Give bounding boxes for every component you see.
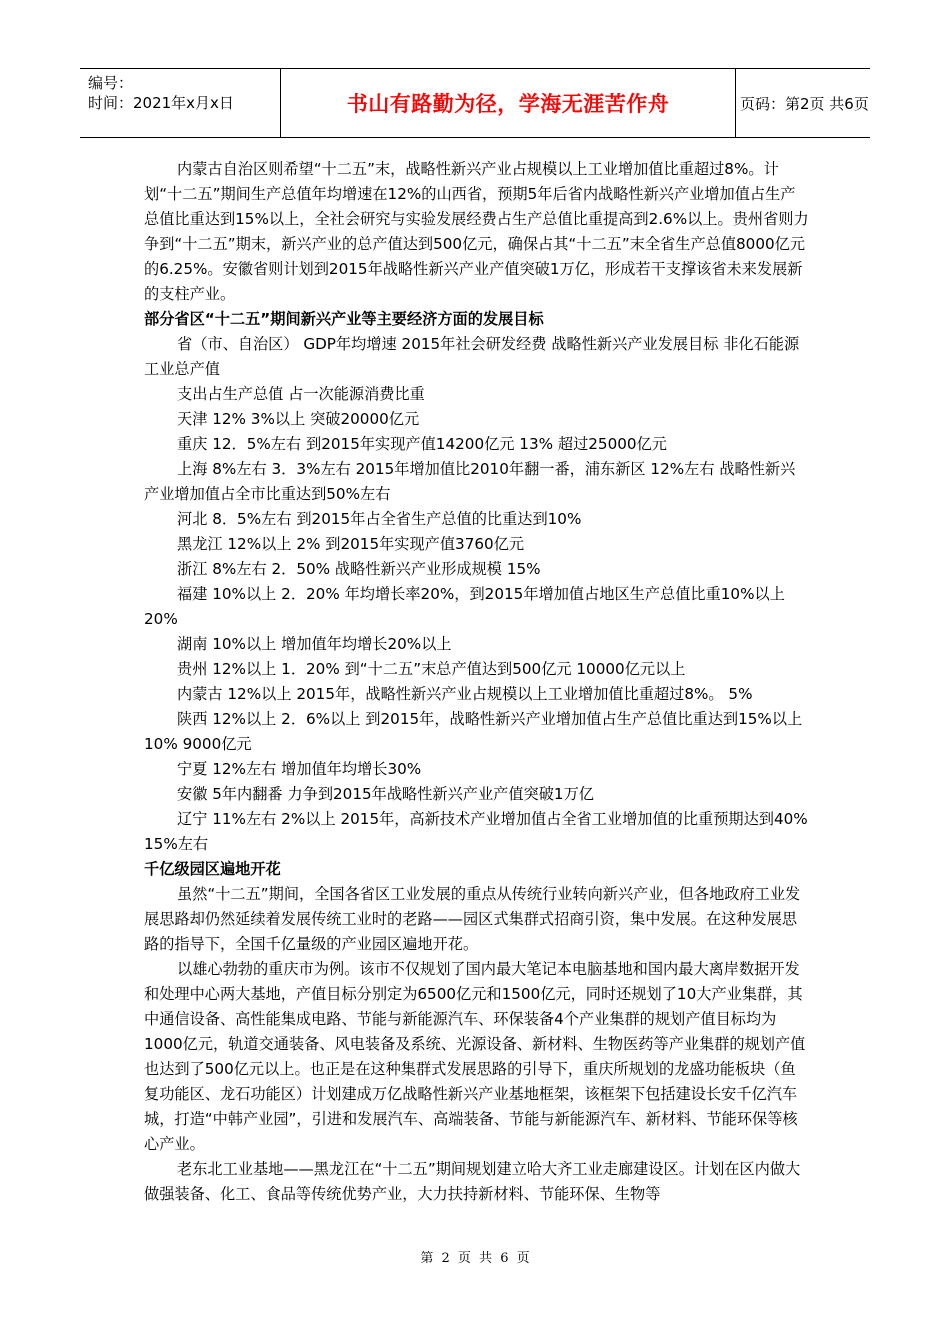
- table-row: 陕西 12%以上 2．6%以上 到2015年，战略性新兴产业增加值占生产总值比重达到15%以上 10% 9000亿元: [144, 710, 803, 753]
- page-footer: 第 2 页 共 6 页: [420, 1251, 530, 1266]
- table-header-row: 省（市、自治区） GDP年均增速 2015年社会研发经费 战略性新兴产业发展目标 非化石能源 工业总产值: [144, 335, 800, 378]
- table-row: 天津 12% 3%以上 突破20000亿元: [177, 410, 420, 428]
- table-row: 河北 8．5%左右 到2015年占全省生产总值的比重达到10%: [177, 510, 582, 528]
- document-body: [144, 157, 810, 1207]
- section-heading: 千亿级园区遍地开花: [144, 860, 281, 878]
- header-motto-cell: [280, 69, 736, 137]
- header-right-cell: [736, 69, 874, 137]
- header-page-code: 页码：第2页 共6页: [740, 94, 869, 113]
- document-date-label: 时间：2021年x月x日: [88, 94, 234, 112]
- table-row: 黑龙江 12%以上 2% 到2015年实现产值3760亿元: [177, 535, 525, 553]
- table-row: 内蒙古 12%以上 2015年，战略性新兴产业占规模以上工业增加值比重超过8%。 5%: [177, 685, 753, 703]
- table-row: 湖南 10%以上 增加值年均增长20%以上: [177, 635, 452, 653]
- table-row: 辽宁 11%左右 2%以上 2015年，高新技术产业增加值占全省工业增加值的比重预期达到40% 15%左右: [144, 810, 808, 853]
- header-left-cell: [80, 69, 280, 137]
- body-paragraph: 以雄心勃勃的重庆市为例。该市不仅规划了国内最大笔记本电脑基地和国内最大离岸数据开发和处理中心两大基地，产值目标分别定为6500亿元和1500亿元，同时还规划了10大产业集群，其中通信设备、高性能集成电路、节能与新能源汽车、环保装备4个产业集群的规划产值目标均为1000亿元，轨道交通装备、风电装备及系统、光源设备、新材料、生物医药等产业集群的规划产值也达到了500亿元以上。也正是在这种集群式发展思路的引导下，重庆所规划的龙盛功能板块（鱼复功能区、龙石功能区）计划建成万亿战略性新兴产业基地框架，该框架下包括建设长安千亿汽车城，打造“中韩产业园”，引进和发展汽车、高端装备、节能与新能源汽车、新材料、节能环保等核心产业。: [144, 960, 806, 1153]
- table-row: 上海 8%左右 3．3%左右 2015年增加值比2010年翻一番，浦东新区 12%左右 战略性新兴产业增加值占全市比重达到50%左右: [144, 460, 796, 503]
- body-paragraph: 内蒙古自治区则希望“十二五”末，战略性新兴产业占规模以上工业增加值比重超过8%。计划“十二五”期间生产总值年均增速在12%的山西省，预期5年后省内战略性新兴产业增加值占生产总值比重达到15%以上，全社会研究与实验发展经费占生产总值比重提高到2.6%以上。贵州省则力争到“十二五”期末，新兴产业的总产值达到500亿元，确保占其“十二五”末全省生产总值8000亿元的6.25%。安徽省则计划到2015年战略性新兴产业产值突破1万亿，形成若干支撑该省未来发展新的支柱产业。: [144, 160, 809, 303]
- table-row: 浙江 8%左右 2．50% 战略性新兴产业形成规模 15%: [177, 560, 541, 578]
- table-row: 安徽 5年内翻番 力争到2015年战略性新兴产业产值突破1万亿: [177, 785, 594, 803]
- table-row: 宁夏 12%左右 增加值年均增长30%: [177, 760, 422, 778]
- table-row: 贵州 12%以上 1．20% 到“十二五”末总产值达到500亿元 10000亿元以上: [177, 660, 686, 678]
- table-row: 重庆 12．5%左右 到2015年实现产值14200亿元 13% 超过25000亿元: [177, 435, 667, 453]
- body-paragraph: 虽然“十二五”期间，全国各省区工业发展的重点从传统行业转向新兴产业，但各地政府工业发展思路却仍然延续着发展传统工业时的老路——园区式集群式招商引资，集中发展。在这种发展思路的指导下，全国千亿量级的产业园区遍地开花。: [144, 885, 801, 953]
- page-header: [80, 68, 870, 138]
- body-paragraph: 老东北工业基地——黑龙江在“十二五”期间规划建立哈大齐工业走廊建设区。计划在区内做大做强装备、化工、食品等传统优势产业，大力扶持新材料、节能环保、生物等: [144, 1160, 801, 1203]
- header-motto: 书山有路勤为径，学海无涯苦作舟: [346, 92, 670, 116]
- section-heading: 部分省区“十二五”期间新兴产业等主要经济方面的发展目标: [144, 310, 544, 328]
- table-header-row: 支出占生产总值 占一次能源消费比重: [177, 385, 425, 403]
- table-row: 福建 10%以上 2．20% 年均增长率20%，到2015年增加值占地区生产总值比重10%以上 20%: [144, 585, 785, 628]
- document-number-label: 编号：: [88, 74, 134, 92]
